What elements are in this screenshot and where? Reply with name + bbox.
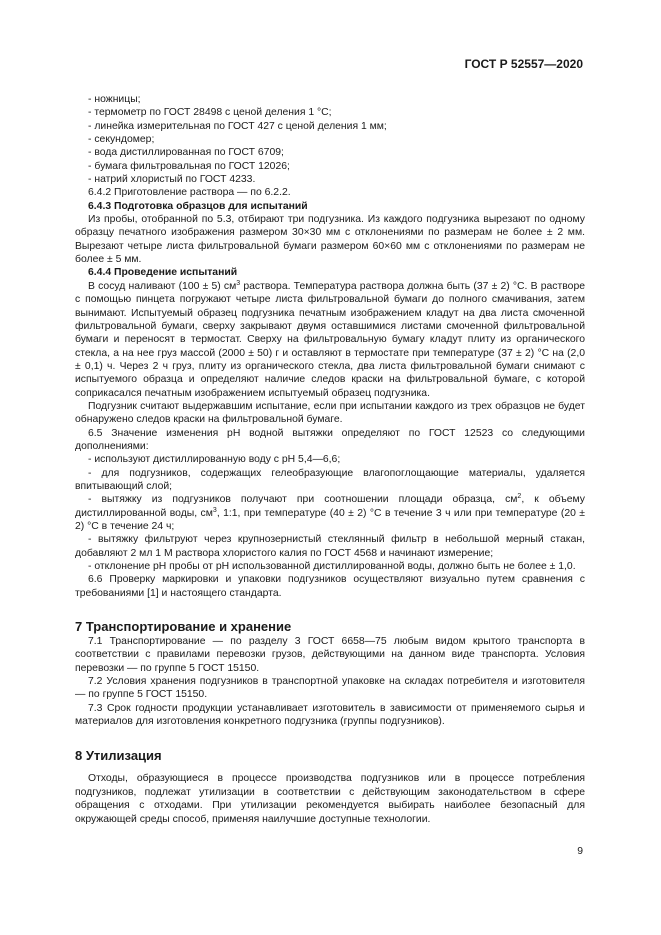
- clause-7-3: 7.3 Срок годности продукции устанавливает изготовитель в зависимости от применяемого сырья и материалов для изготовления конкретного подгузника (группы подгузников).: [75, 702, 585, 728]
- section-8-text: Отходы, образующиеся в процессе производства подгузников или в процессе потребления подгузников, подлежат утилизации в соответствии с действующим законодательством в сфере обращения с отходами. При утилизации рекомендуется выбирать наиболее безопасный для окружающей среды способ, применяя наилучшие доступные технологии.: [75, 773, 585, 825]
- clause-6-4-2: 6.4.2 Приготовление раствора — по 6.2.2.: [88, 187, 291, 199]
- list-item: - вытяжку фильтруют через крупнозернистый стеклянный фильтр в небольшой мерный стакан, добавляют 2 мл 1 М раствора хлористого калия по ГОСТ 4568 и начинают измерение;: [75, 534, 585, 559]
- clause-6-5-intro: 6.5 Значение изменения pH водной вытяжки определяют по ГОСТ 12523 со следующими дополнениями:: [75, 427, 585, 452]
- superscript: 3: [236, 279, 241, 287]
- clause-6-4-4-paragraph: [75, 280, 585, 400]
- list-item: [75, 493, 585, 533]
- list-item: - термометр по ГОСТ 28498 с ценой деления 1 °С;: [88, 107, 332, 119]
- list-item: - натрий хлористый по ГОСТ 4233.: [88, 174, 256, 186]
- text-run: , к объему дистиллированной воды, см: [75, 494, 585, 519]
- text-run: , 1:1, при температуре (40 ± 2) °С в течение 3 ч или при температуре (20 ± 2) °С в течение 24 ч;: [75, 507, 586, 532]
- document-header: ГОСТ Р 52557—2020: [464, 57, 583, 71]
- page-number: 9: [577, 846, 583, 857]
- list-item: - для подгузников, содержащих гелеобразующие влагопоглощающие материалы, удаляется впитывающий слой;: [75, 467, 585, 492]
- list-item: - ножницы;: [88, 94, 141, 105]
- clause-6-4-3-text: Из пробы, отобранной по 5.3, отбирают три подгузника. Из каждого подгузника вырезают по одному образцу печатного изображения размером 30×30 мм с отклонениями по размерам не более ± 2 мм. Вырезают четыре листа фильтровальной бумаги размером 60×60 мм с отклонениями по размерам не более ± 5 мм.: [75, 214, 585, 266]
- section-7-title: 7 Транспортирование и хранение: [75, 619, 292, 635]
- clause-6-6: 6.6 Проверку маркировки и упаковки подгузников осуществляют визуально путем сравнения с требованиями [1] и настоящего стандарта.: [75, 574, 585, 599]
- document-body: [75, 93, 585, 826]
- clause-6-4-3-title: 6.4.3 Подготовка образцов для испытаний: [88, 200, 308, 212]
- list-item: - секундомер;: [88, 134, 155, 146]
- list-item: - вода дистиллированная по ГОСТ 6709;: [88, 147, 284, 159]
- text-run: В сосуд наливают (100 ± 5) см: [88, 280, 237, 292]
- superscript: 3: [212, 506, 217, 514]
- text-run: - вытяжку из подгузников получают при соотношении площади образца, см: [88, 494, 518, 506]
- clause-6-4-4-conclusion: Подгузник считают выдержавшим испытание, если при испытании каждого из трех образцов не будет обнаружено следов краски на фильтровальной бумаге.: [75, 400, 585, 426]
- clause-7-1: 7.1 Транспортирование — по разделу 3 ГОСТ 6658—75 любым видом крытого транспорта в соответствии с правилами перевозки грузов, действующими на данном виде транспорта. Условия перевозки — по группе 5 ГОСТ 15150.: [75, 636, 585, 674]
- clause-7-2: 7.2 Условия хранения подгузников в транспортной упаковке на складах потребителя и изготовителя — по группе 5 ГОСТ 15150.: [75, 676, 585, 701]
- superscript: 2: [517, 493, 522, 501]
- list-item: - отклонение pH пробы от pH использованной дистиллированной воды, должно быть не более ± 1,0.: [88, 561, 576, 573]
- list-item: - бумага фильтровальная по ГОСТ 12026;: [88, 160, 290, 172]
- list-item: - линейка измерительная по ГОСТ 427 с ценой деления 1 мм;: [88, 120, 387, 132]
- list-item: - используют дистиллированную воду с pH 5,4—6,6;: [88, 454, 341, 466]
- section-8-title: 8 Утилизация: [75, 748, 162, 764]
- text-run: раствора. Температура раствора должна быть (37 ± 2) °С. В растворе с помощью пинцета погружают четыре листа фильтровальной бумаги до полного смачивания, затем вынимают. Испытуемый образец подгузника печатным изображением кладут на два листа смоченной фильтровальной бумаги, сверху закрывают двумя оставшимися листами смоченной фильтровальной бумаги и переносят в термостат. Сверху на фильтровальную бумагу кладут плиту из органического стекла, а на нее груз массой (2000 ± 50) г и оставляют в термостате при температуре (37 ± 2) °С на (2,0 ± 0,1) ч. Через 2 ч груз, плиту из органического стекла, два листа фильтровальной бумаги снимают с испытуемого образца и определяют наличие следов краски на фильтровальной бумаге, с которой соприкасался печатным изображением испытуемый образец подгузника.: [75, 280, 586, 399]
- clause-6-4-4-title: 6.4.4 Проведение испытаний: [88, 267, 238, 279]
